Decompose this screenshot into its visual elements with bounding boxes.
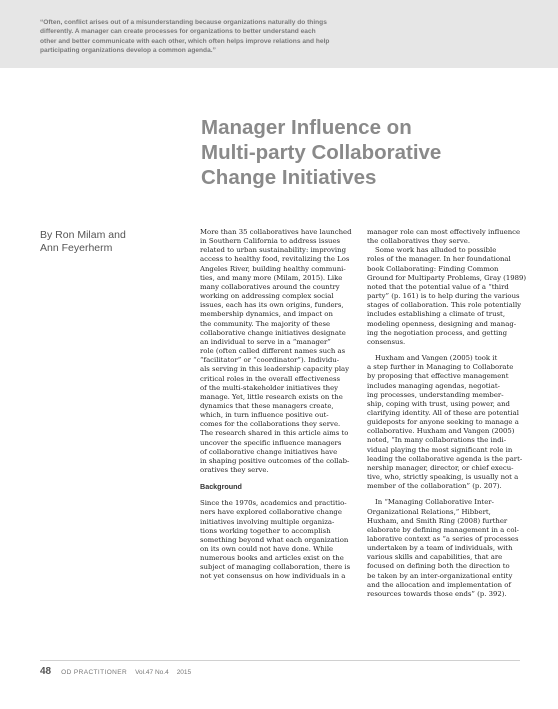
text-line: various skills and capabilities, that are [367, 553, 503, 562]
text-line: Organizational Relations,” Hibbert, [367, 507, 491, 516]
text-line: collaborative. Huxham and Vangen (2005) [367, 427, 515, 436]
pull-quote-line: other and better communicate with each other, which often helps improve relations and help [40, 37, 330, 45]
text-line: critical roles in the overall effectiveness [200, 374, 341, 383]
text-line: the collaboratives they serve. [367, 237, 471, 246]
article-title [201, 115, 521, 190]
text-line: initiatives involving multiple organiza- [200, 517, 335, 526]
text-line: be taken by an inter-organizational entity [367, 571, 513, 580]
text-line: on its own could not have done. While [200, 545, 334, 553]
text-line: In “Managing Collaborative Inter- [375, 498, 494, 507]
text-line: roles of the manager. In her foundational [367, 255, 511, 264]
text-line: elaborate by defining management in a col- [367, 525, 520, 534]
title-line: Change Initiatives [201, 166, 377, 189]
text-line: book Collaborating: Finding Common [367, 264, 499, 273]
page-number: 48 [40, 666, 52, 677]
text-line: Since the 1970s, academics and practitio- [200, 499, 347, 508]
text-line: a step further in Managing to Collaborate [367, 363, 514, 372]
publication-year: 2015 [176, 669, 192, 676]
paragraph [367, 246, 527, 347]
pull-quote-line: participating organizations develop a common agenda.” [40, 46, 216, 54]
text-line: working on addressing complex social [200, 292, 334, 301]
volume-issue: Vol.47 No.4 [135, 669, 169, 676]
text-line: includes establishing a climate of trust, [367, 310, 506, 319]
paragraph [367, 498, 527, 599]
text-line: membership dynamics, and impact on [200, 310, 333, 319]
text-line: something beyond what each organization [200, 535, 349, 544]
body-column-2 [367, 228, 527, 599]
pull-quote-line: differently. A manager can create processes for organizations to better understand each [40, 28, 316, 36]
publication-name: OD PRACTITIONER [61, 669, 128, 676]
text-line: clarifying identity. All of these are potential [367, 408, 519, 417]
body-column-1 [200, 228, 360, 582]
text-line: an individual to serve in a “manager” [200, 337, 331, 346]
text-line: by proposing that effective management [367, 372, 509, 381]
text-line: comes for the collaborations they serve. [200, 420, 341, 429]
byline [40, 229, 160, 255]
text-line: numerous books and articles exist on the [200, 554, 344, 563]
text-line: Huxham, and Smith Ring (2008) further [367, 516, 508, 525]
text-line: not yet consensus on how individuals in a [200, 572, 346, 581]
text-line: vidual playing the most significant role in [367, 445, 513, 454]
text-line: guideposts for anyone seeking to manage a [367, 418, 519, 427]
text-line: nership manager, director, or chief execu- [367, 463, 514, 472]
text-line: leading the collaborative agenda is the part- [367, 454, 523, 463]
text-line: stages of collaboration. This role potentially [367, 301, 522, 310]
text-line: related to urban sustainability: improving [200, 246, 346, 255]
text-line: laborative context as “a series of processes [367, 535, 519, 543]
text-line: manager role can most effectively influence [367, 228, 521, 236]
text-line: More than 35 collaboratives have launched [200, 228, 352, 236]
title-line: Multi-party Collaborative [201, 141, 442, 164]
text-line: noted, “In many collaborations the indi- [367, 436, 507, 445]
text-line: subject of managing collaboration, there is [200, 563, 351, 572]
text-line: ties, and many more (Milam, 2015). Like [200, 273, 343, 282]
text-line: resources towards those ends” (p. 392). [367, 589, 507, 598]
text-line: focused on defining both the direction to [367, 562, 510, 571]
text-line: dynamics that these managers create, [200, 401, 334, 410]
text-line: collaborative change initiatives designate [200, 328, 346, 337]
text-line: Angeles River, building healthy communi- [200, 264, 346, 273]
text-line: in Southern California to address issues [200, 237, 341, 246]
text-line: issues, each has its own origins, funders, [200, 301, 344, 310]
title-line: Manager Influence on [201, 116, 412, 139]
paragraph [367, 228, 527, 246]
text-line: includes managing agendas, negotiat- [367, 381, 500, 390]
text-line: manage. Yet, little research exists on the [200, 392, 343, 401]
text-line: modeling openness, designing and manag- [367, 319, 517, 328]
paragraph [367, 354, 527, 491]
text-line: ing the negotiation process, and getting [367, 328, 508, 337]
text-line: tive, who, strictly speaking, is usually not a [367, 473, 519, 482]
text-line: als serving in this leadership capacity play [200, 365, 350, 374]
text-line: of collaborative change initiatives have [200, 447, 338, 456]
pull-quote-line: “Often, conflict arises out of a misunderstanding because organizations naturally do things [40, 19, 327, 26]
text-line: role (often called different names such as [200, 347, 346, 356]
footer-rule [40, 660, 520, 661]
text-line: consensus. [367, 337, 406, 346]
text-line: ship, coping with trust, using power, and [367, 399, 510, 408]
paragraph [200, 228, 360, 475]
text-line: member of the collaboration” (p. 207). [367, 482, 502, 491]
text-line: ners have explored collaborative change [200, 508, 342, 517]
text-line: “facilitator” or “coordinator”). Individu- [200, 356, 340, 365]
byline-line: By Ron Milam and [40, 229, 126, 241]
text-line: and the allocation and implementation of [367, 580, 511, 589]
text-line: Huxham and Vangen (2005) took it [375, 354, 498, 363]
text-line: The research shared in this article aims to [200, 429, 349, 438]
text-line: undertaken by a team of individuals, with [367, 544, 513, 553]
text-line: uncover the specific influence managers [200, 438, 342, 447]
text-line: access to healthy food, revitalizing the Los [200, 255, 350, 264]
text-line: Ground for Multiparty Problems, Gray (1989) [367, 273, 527, 282]
page-footer [40, 666, 191, 677]
text-line: of the multi-stakeholder initiatives they [200, 383, 339, 392]
pull-quote [40, 18, 420, 55]
section-heading: Background [200, 482, 242, 492]
text-line: in shaping positive outcomes of the collab- [200, 456, 350, 465]
byline-line: Ann Feyerherm [40, 242, 113, 254]
paragraph [200, 499, 360, 581]
text-line: oratives they serve. [200, 466, 269, 475]
text-line: many collaboratives around the country [200, 282, 340, 291]
text-line: noted that the potential value of a “third [367, 282, 509, 291]
text-line: party” (p. 161) is to help during the various [367, 292, 520, 301]
text-line: which, in turn influence positive out- [200, 411, 329, 420]
text-line: tions working together to accomplish [200, 526, 331, 535]
text-line: Some work has alluded to possible [375, 246, 497, 255]
text-line: ing processes, understanding member- [367, 390, 504, 399]
text-line: the community. The majority of these [200, 319, 331, 328]
